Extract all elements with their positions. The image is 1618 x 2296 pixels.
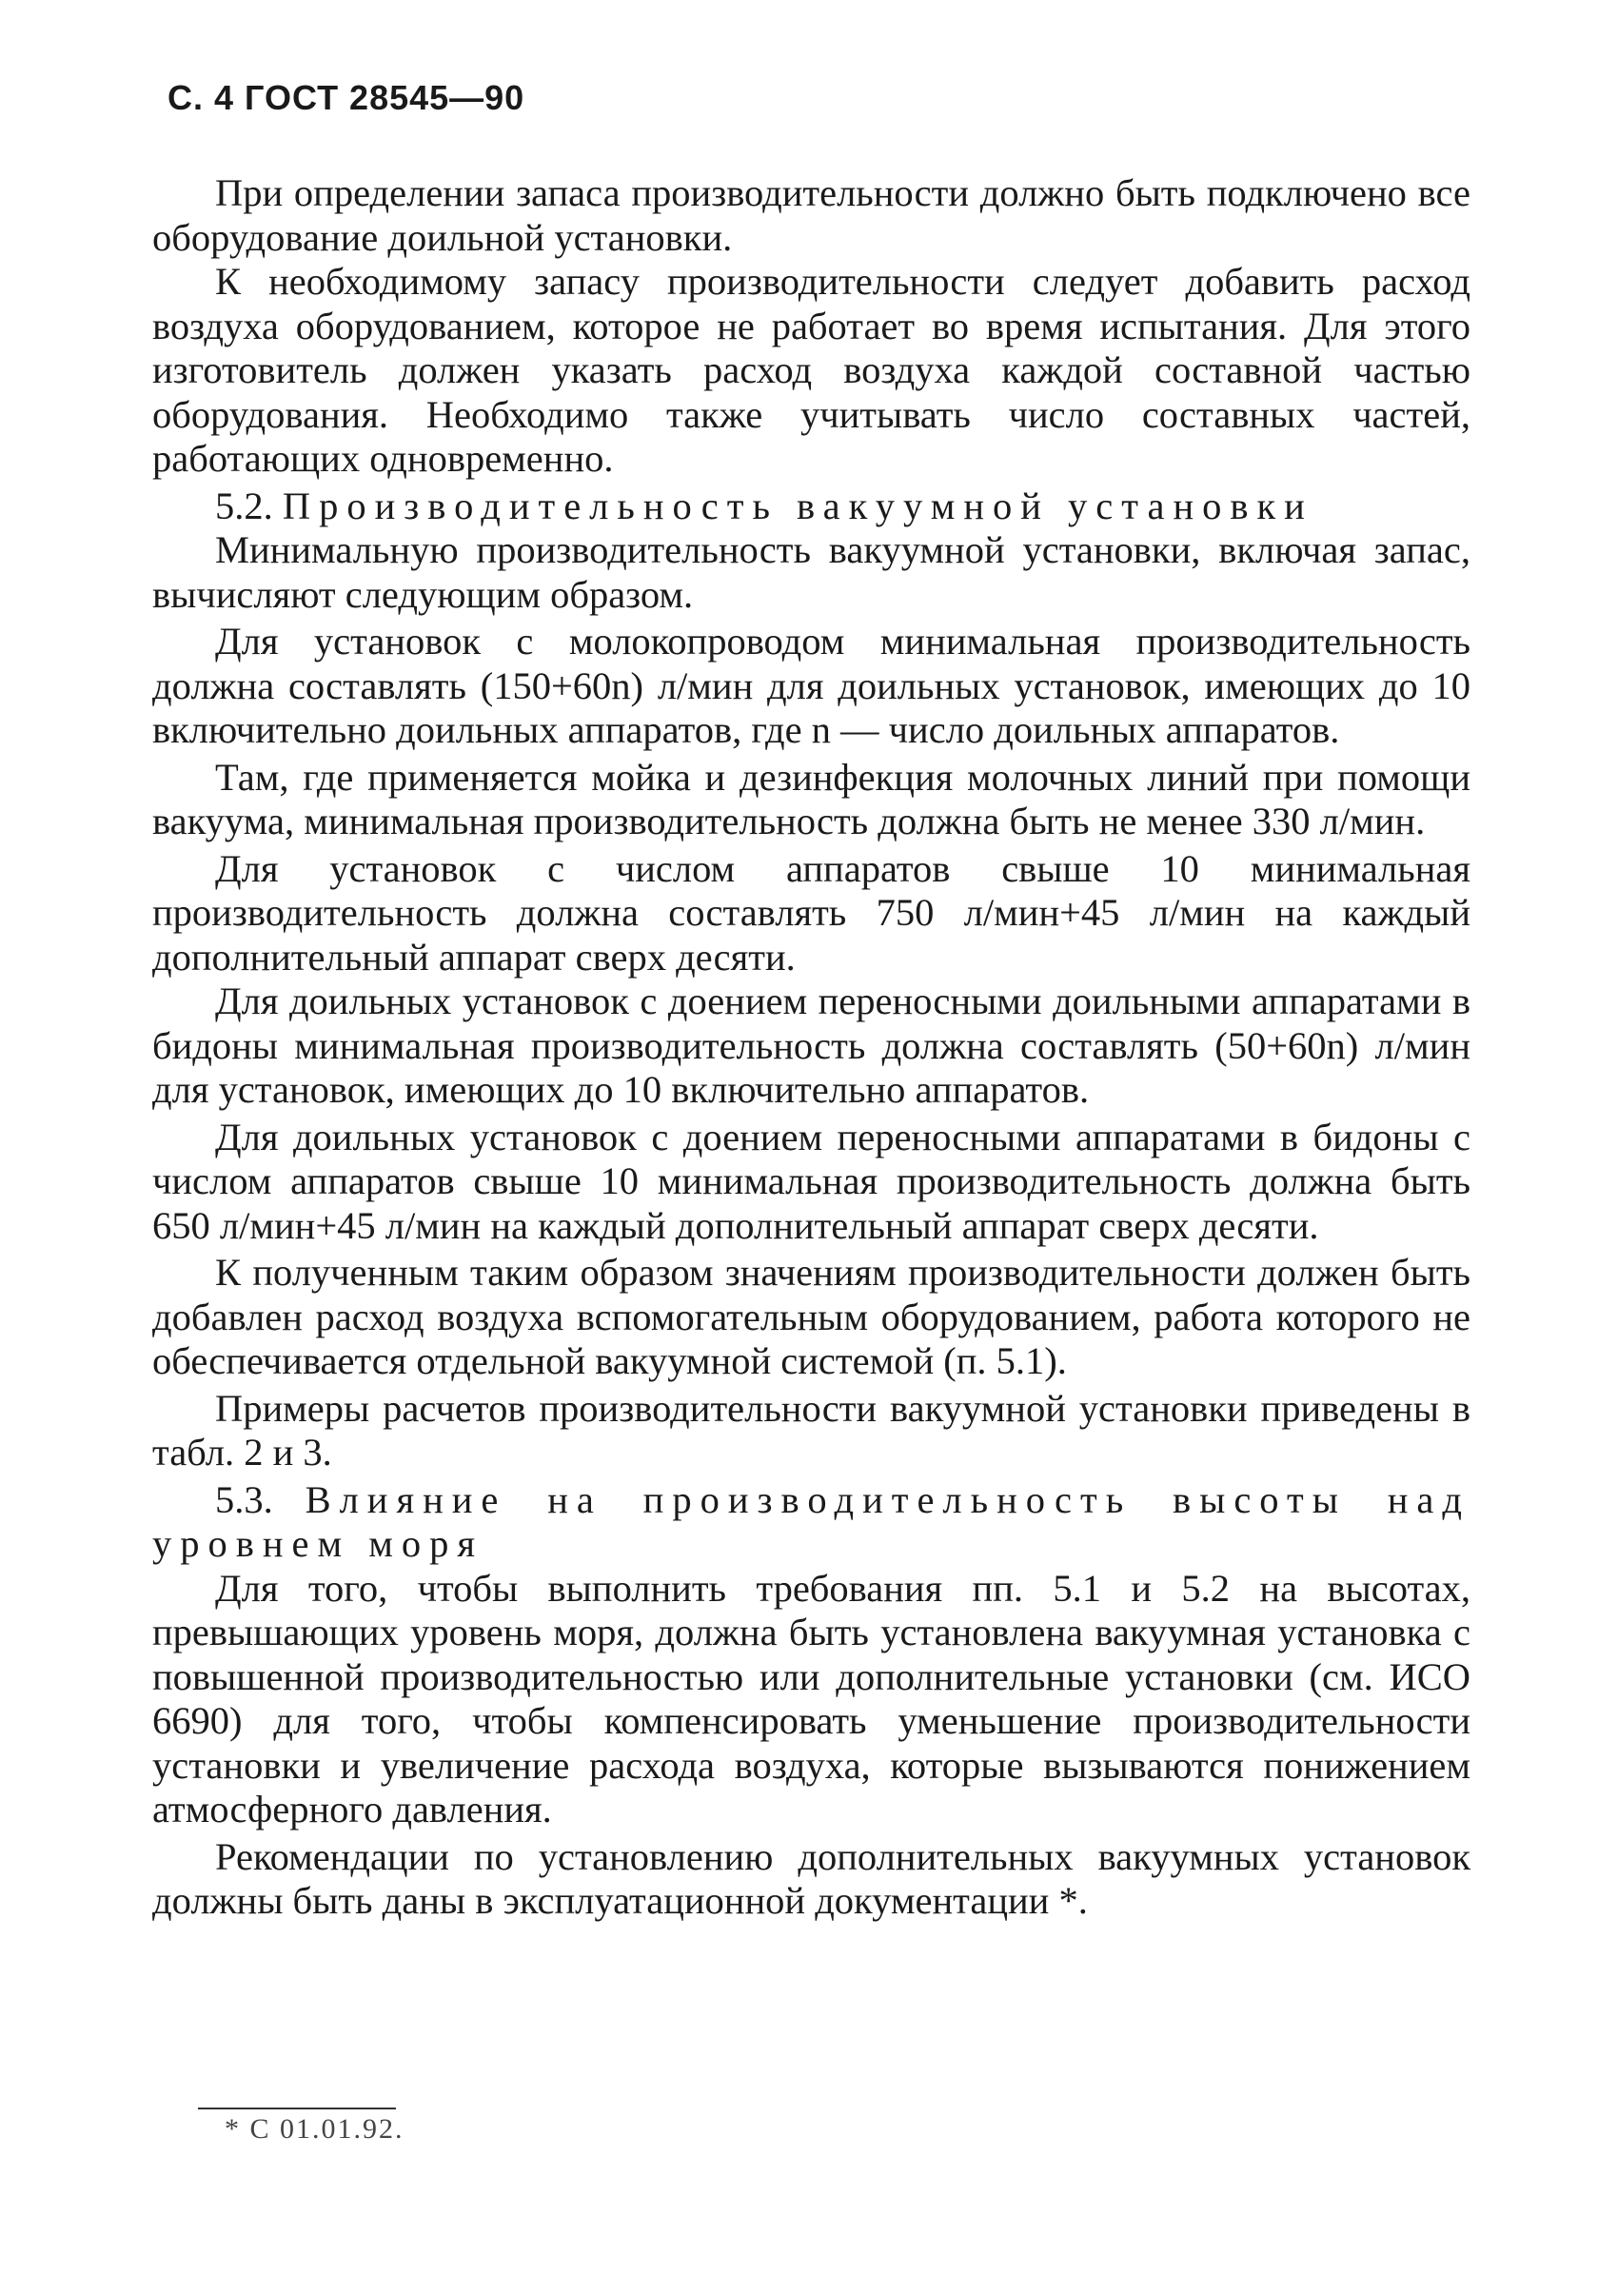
paragraph-air-consumption: К необходимому запасу производительности следует добавить расход воздуха оборудованием, которое не работает во время испытания. Для этого изготовитель должен указать расход воздуха каждой составной частью оборудования. Необходимо также учитывать число составных частей, работающих одновременно. (152, 260, 1470, 480)
section-5-3-number: 5.3. (215, 1477, 273, 1521)
paragraph-pipeline-installations: Для установок с молокопроводом минимальная производительность должна составлять (150+60n) л/мин для доильных установок, имеющих до 10 включительно доильных аппаратов, где n — число доильных аппаратов. (152, 620, 1470, 751)
paragraph-bucket-over-ten: Для доильных установок с доением переносными аппаратами в бидоны с числом аппаратов свыше 10 минимальная производительность должна быть 650 л/мин+45 л/мин на каждый дополнительный аппарат сверх десяти. (152, 1115, 1470, 1247)
section-5-2-heading (152, 485, 1470, 529)
paragraph-washing-disinfection: Там, где применяется мойка и дезинфекция молочных линий при помощи вакуума, минимальная производительность должна быть не менее 330 л/мин. (152, 755, 1470, 842)
paragraph-recommendations: Рекомендации по установлению дополнительных вакуумных установок должны быть даны в эксплуатационной документации *. (152, 1834, 1470, 1922)
paragraph-altitude-requirements: Для того, чтобы выполнить требования пп. 5.1 и 5.2 на высотах, превышающих уровень моря, должна быть установлена вакуумная установка с повышенной производительностью или дополнительные установки (см. ИСО 6690) для того, чтобы компенсировать уменьшение производительности установки и увеличение расхода воздуха, которые вызываются понижением атмосферного давления. (152, 1566, 1470, 1831)
paragraph-minimum-capacity: Минимальную производительность вакуумной установки, включая запас, вычисляют следующим образом. (152, 528, 1470, 616)
section-5-3-title: Влияние на производительность высоты над уровнем моря (152, 1477, 1470, 1565)
section-5-2-title: Производительность вакуумной установки (282, 484, 1313, 527)
document-body (152, 171, 1470, 1924)
footnote-divider (198, 2108, 396, 2109)
footnote: * С 01.01.92. (225, 2113, 404, 2145)
paragraph-over-ten-units: Для установок с числом аппаратов свыше 10 минимальная производительность должна составлять 750 л/мин+45 л/мин на каждый дополнительный аппарат сверх десяти. (152, 846, 1470, 979)
section-5-3-heading (152, 1478, 1470, 1567)
paragraph-equipment-connected: При определении запаса производительности должно быть подключено все оборудование доильной установки. (152, 171, 1470, 259)
paragraph-auxiliary-equipment: К полученным таким образом значениям производительности должен быть добавлен расход воздуха вспомогательным оборудованием, работа которого не обеспечивается отдельной вакуумной системой (п. 5.1). (152, 1251, 1470, 1382)
paragraph-bucket-milking: Для доильных установок с доением переносными доильными аппаратами в бидоны минимальная производительность должна составлять (50+60n) л/мин для установок, имеющих до 10 включительно аппаратов. (152, 980, 1470, 1111)
section-5-2-number: 5.2. (215, 484, 273, 527)
page-header: С. 4 ГОСТ 28545—90 (168, 78, 525, 117)
paragraph-calculation-examples: Примеры расчетов производительности вакуумной установки приведены в табл. 2 и 3. (152, 1386, 1470, 1474)
